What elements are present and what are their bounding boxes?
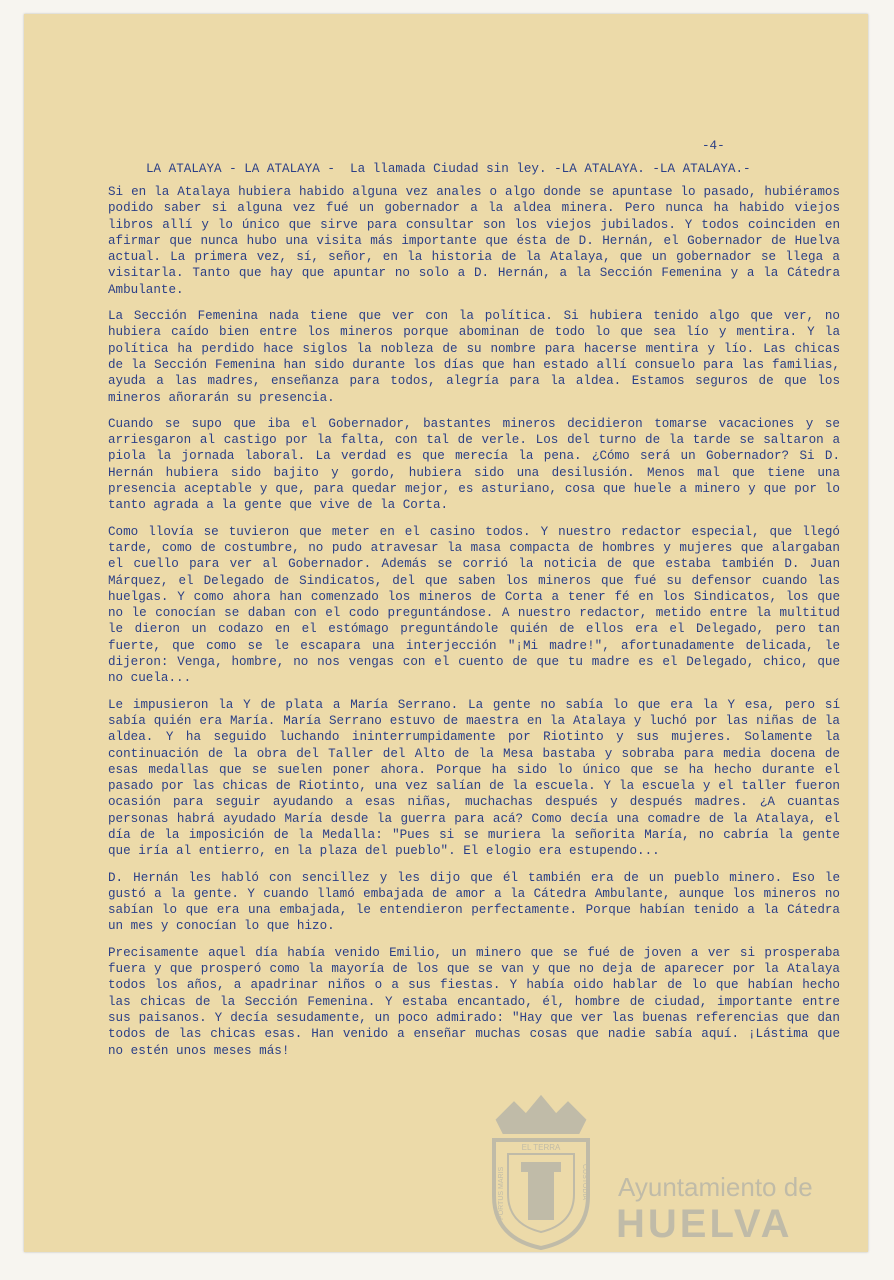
watermark-line-2: HUELVA: [616, 1202, 793, 1246]
crest-text-right: CUSTODIA: [581, 1164, 588, 1201]
huelva-crest-icon: [476, 1092, 606, 1252]
paragraph-2: La Sección Femenina nada tiene que ver con la política. Si hubiera tenido algo que ver, no hubiera caído bien entre los mineros porque abominan de todo lo que sea lío y mentira. Y la política ha perdido hace siglos la nobleza de su nombre para hacerse mentira y lío. Las chicas de la Sección Femenina han sido durante los días que han estado allí consuelo para las familias, ayuda a las madres, enseñanza para todos, alegría para la aldea. Estamos seguros de que los mineros añorarán su presencia.: [108, 309, 840, 405]
crest-text-left: PORTUS MARIS: [498, 1166, 505, 1220]
paragraph-5: Le impusieron la Y de plata a María Serrano. La gente no sabía lo que era la Y esa, pero sí sabía quién era María. María Serrano estuvo de maestra en la Atalaya y luchó por las niñas de la aldea. Y ha seguido luchando ininterrumpidamente por Riotinto y sus mujeres. Solamente la continuación de la obra del Taller del Alto de la Mesa bastaba y sobraba para media docena de esas medallas que se suelen poner ahora. Porque ha sido lo único que se ha hecho durante el pasado por las chicas de Riotinto, una vez salían de la escuela. Y la escuela y el taller fueron ocasión para seguir ayudando a esas niñas, muchachas después y después madres. ¿A cuantas personas habrá ayudado María desde la guerra para acá? Como decía una comadre de la Atalaya, el día de la imposición de la Medalla: "Pues si se muriera la señorita María, no cabría la gente que iría al entierro, en la plaza del pueblo". El elogio era estupendo...: [108, 697, 840, 859]
paragraph-6: D. Hernán les habló con sencillez y les dijo que él también era de un pueblo minero. Eso le gustó a la gente. Y cuando llamó embajada de amor a la Cátedra Ambulante, aunque los mineros no sabían lo que era una embajada, le entendieron perfectamente. Porque habían tenido a la Cátedra un mes y conocían lo que hizo.: [108, 870, 840, 934]
page-number: -4-: [702, 139, 725, 153]
paragraph-7: Precisamente aquel día había venido Emilio, un minero que se fué de joven a ver si prosperaba fuera y que prosperó como la mayoría de los que se van y que no deja de aparecer por la Atalaya todos los años, a apadrinar niños o a sus fiestas. Y había oido hablar de lo que habían hecho las chicas de la Sección Femenina. Y estaba encantado, él, hombre de ciudad, importante entre sus paisanos. Y decía sesudamente, un poco admirado: "Hay que ver las buenas referencias que dan todos de las chicas esas. Han venido a enseñar muchas cosas que nadie sabía aquí. ¡Lástima que no estén unos meses más!: [108, 945, 840, 1058]
ayuntamiento-watermark: [476, 1092, 856, 1252]
typewritten-page: [24, 14, 868, 1252]
paragraph-3: Cuando se supo que iba el Gobernador, bastantes mineros decidieron tomarse vacaciones y se arriesgaron al castigo por la falta, con tal de verle. Los del turno de la tarde se saltaron a piola la jornada laboral. La verdad es que merecía la pena. ¿Cómo será un Gobernador? Si D. Hernán hubiera sido bajito y gordo, hubiera sido una desilusión. Menos mal que tiene una presencia aceptable y que, para quedar mejor, es asturiano, cosa que huele a minero y que por lo tanto agrada a la gente que vive de la Corta.: [108, 416, 840, 513]
paragraph-1: Si en la Atalaya hubiera habido alguna vez anales o algo donde se apuntase lo pasado, hubiéramos podido saber si alguna vez fué un gobernador a la aldea minera. Pero nunca ha habido viejos libros allí y lo único que sirve para consultar son los viejos jubilados. Y todos coinciden en afirmar que nunca hubo una visita más importante que ésta de D. Hernán, el Gobernador de Huelva actual. La primera vez, sí, señor, en la historia de la Atalaya, que un gobernador se llega a visitarla. Tanto que hay que apuntar no solo a D. Hernán, a la Sección Femenina y a la Cátedra Ambulante.: [108, 185, 840, 297]
crest-text-top: EL TERRA: [521, 1143, 561, 1152]
article-body: [108, 184, 840, 1069]
watermark-line-1: Ayuntamiento de: [618, 1172, 813, 1202]
paragraph-4: Como llovía se tuvieron que meter en el casino todos. Y nuestro redactor especial, que llegó tarde, como de costumbre, no pudo atravesar la masa compacta de hombres y mujeres que alargaban el cuello para ver al Gobernador. Además se corrió la noticia de que estaba también D. Juan Márquez, el Delegado de Sindicatos, del que saben los mineros que fué su defensor cuando las huelgas. Y como ahora han comenzado los mineros de Corta a tener fé en los Sindicatos, los que no le conocían se daban con el codo preguntándose. A nuestro redactor, metido entre la multitud le dieron un codazo en el estómago preguntándole quién de ellos era el Delegado, pero tan fuerte, que como se le escapara una interjección "¡Mi madre!", afortunadamente delicada, le dijeron: Venga, hombre, no nos vengas con el cuento de que tu madre es el Delegado, chico, que no cuela...: [108, 524, 840, 686]
headline: LA ATALAYA - LA ATALAYA - La llamada Ciudad sin ley. -LA ATALAYA. -LA ATALAYA.-: [146, 162, 751, 176]
